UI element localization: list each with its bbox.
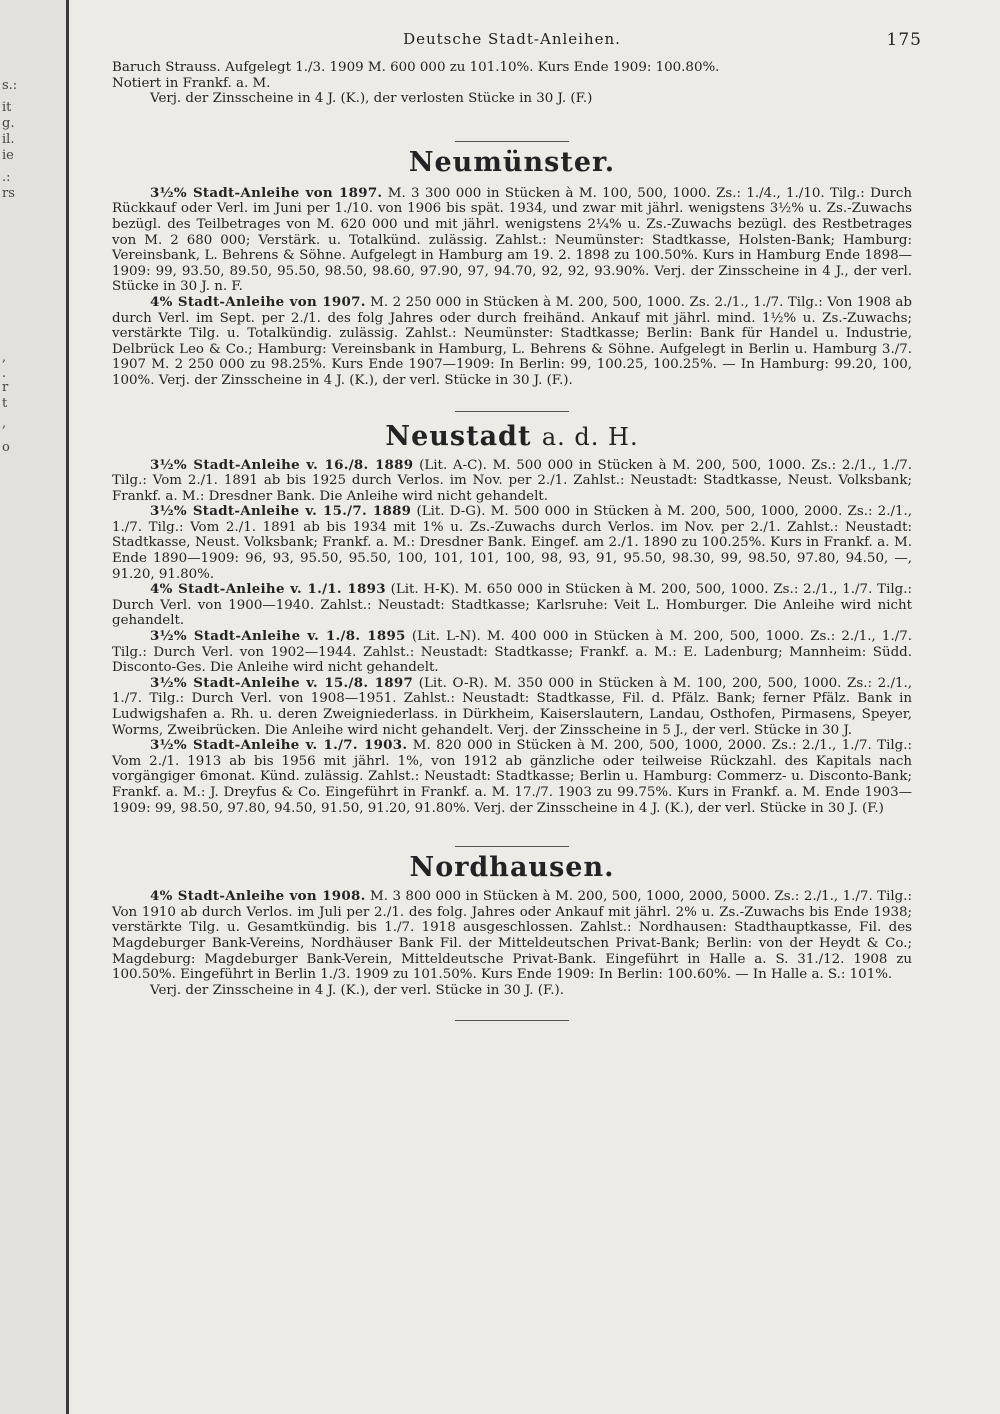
margin-fragment: , (2, 416, 7, 431)
bond-entry (112, 504, 912, 582)
bond-heading: 3½% Stadt-Anleihe v. 1./8. 1895 (150, 628, 406, 645)
section-title-nordhausen: Nordhausen. (409, 852, 615, 884)
margin-fragment: il. (2, 132, 15, 147)
margin-fragment: o (2, 440, 10, 455)
section-title-neustadt: Neustadt a. d. H. (385, 420, 639, 452)
bond-entry (112, 295, 912, 389)
margin-fragment: it (2, 100, 12, 115)
document-page (112, 30, 922, 1021)
bond-entry (112, 983, 912, 999)
margin-fragment: .: (2, 170, 11, 185)
bond-heading: 3½% Stadt-Anleihe v. 15./8. 1897 (150, 674, 414, 691)
margin-fragment: rs (2, 186, 15, 201)
section-body-nordhausen (112, 889, 912, 998)
bond-details: (Lit. L-N). M. 400 000 in Stücken à M. 200, 500, 1000. Zs.: 2./1., 1./7. Tilg.: Durch Verl. von 1902—1944. Zahlst.: Neustadt: Stadtkasse; Frankf. a. M.: E. Ladenburg; Mannheim: Südd. Disconto-Ges. Die Anleihe wird nicht gehandelt. (112, 629, 912, 676)
intro-line: Notiert in Frankf. a. M. (112, 75, 271, 91)
margin-fragment: t (2, 396, 8, 411)
section-divider (455, 846, 569, 847)
margin-fragment: s.: (2, 78, 18, 93)
bond-details: Verj. der Zinsscheine in 4 J. (K.), der verl. Stücke in 30 J. (F.). (150, 982, 564, 998)
bond-heading: 3½% Stadt-Anleihe von 1897. (150, 184, 383, 201)
bond-heading: 3½% Stadt-Anleihe v. 15./7. 1889 (150, 503, 412, 520)
section-body-neustadt (112, 458, 912, 817)
end-divider (455, 1020, 569, 1021)
header-title: Deutsche Stadt-Anleihen. (403, 30, 621, 48)
page-number: 175 (886, 30, 922, 50)
bond-heading: 4% Stadt-Anleihe v. 1./1. 1893 (150, 581, 386, 598)
bond-details: M. 3 300 000 in Stücken à M. 100, 500, 1000. Zs.: 1./4., 1./10. Tilg.: Durch Rückkauf oder Verl. im Juni per 1./10. von 1906 bis spät. 1934, und zwar mit jährl. wenigstens 3½% u. Zs.-Zuwachs bezügl. des Teilbetrages von M. 620 000 und mit jährl. wenigstens 2¼% u. Zs.-Zuwachs bezügl. des Restbetrages von M. 2 680 000; Verstärk. u. Totalkünd. zulässig. Zahlst.: Neumünster: Stadtkasse, Holsten-Bank; Hamburg: Vereinsbank, L. Behrens & Söhne. Aufgelegt in Hamburg am 19. 2. 1898 zu 100.50%. Kurs in Hamburg Ende 1898—1909: 99, 93.50, 89.50, 95.50, 98.50, 98.60, 97.90, 97, 94.70, 92, 92, 93.90%. Verj. der Zinsscheine in 4 J., der verl. Stücke in 30 J. n. F. (112, 185, 912, 295)
section-divider (455, 411, 569, 412)
bond-entry (112, 738, 912, 816)
intro-block (112, 60, 912, 107)
bond-heading: 3½% Stadt-Anleihe v. 16./8. 1889 (150, 456, 414, 473)
bond-heading: 4% Stadt-Anleihe von 1908. (150, 888, 366, 905)
left-margin-strip (0, 0, 69, 1414)
margin-fragment: g. (2, 116, 15, 131)
margin-fragment: r (2, 380, 9, 395)
margin-fragment: , (2, 350, 7, 365)
bond-details: (Lit. A-C). M. 500 000 in Stücken à M. 200, 500, 1000. Zs.: 2./1., 1./7. Tilg.: Vom 2./1. 1891 ab bis 1925 durch Verlos. im Nov. per 2./1. Zahlst.: Neustadt: Stadtkasse, Neust. Volksbank; Frankf. a. M.: Dresdner Bank. Die Anleihe wird nicht gehandelt. (112, 457, 912, 504)
bond-details: (Lit. O-R). M. 350 000 in Stücken à M. 100, 200, 500, 1000. Zs.: 2./1., 1./7. Tilg.: Durch Verl. von 1908—1951. Zahlst.: Neustadt: Stadtkasse, Fil. d. Pfälz. Bank; ferner Pfälz. Bank in Ludwigshafen a. Rh. u. deren Zweigniederlass. in Dürkheim, Kaiserslautern, Landau, Osthofen, Pirmasens, Speyer, Worms, Zweibrücken. Die Anleihe wird nicht gehandelt. Verj. der Zinsscheine in 5 J., der verl. Stücke in 30 J. (112, 675, 912, 738)
bond-entry (112, 458, 912, 505)
bond-details: (Lit. H-K). M. 650 000 in Stücken à M. 200, 500, 1000. Zs.: 2./1., 1./7. Tilg.: Durch Verl. von 1900—1940. Zahlst.: Neustadt: Stadtkasse; Karlsruhe: Veit L. Homburger. Die Anleihe wird nicht gehandelt. (112, 582, 912, 629)
bond-details: M. 3 800 000 in Stücken à M. 200, 500, 1000, 2000, 5000. Zs.: 2./1., 1./7. Tilg.: Von 1910 ab durch Verlos. im Juli per 2./1. des folg. Jahres oder Ankauf mit jährl. 2% u. Zs.-Zuwachs bis Ende 1938; verstärkte Tilg. u. Gesamtkündig. bis 1./7. 1918 ausgeschlossen. Zahlst.: Nordhausen: Stadthauptkasse, Fil. des Magdeburger Bank-Vereins, Nordhäuser Bank Fil. der Mitteldeutschen Privat-Bank; Berlin: von der Heydt & Co.; Magdeburg: Magdeburger Bank-Verein, Mitteldeutsche Privat-Bank. Eingeführt in Halle a. S. 31./12. 1908 zu 100.50%. Eingeführt in Berlin 1./3. 1909 zu 101.50%. Kurs Ende 1909: In Berlin: 100.60%. — In Halle a. S.: 101%. (112, 889, 913, 983)
bond-details: M. 2 250 000 in Stücken à M. 200, 500, 1000. Zs. 2./1., 1./7. Tilg.: Von 1908 ab durch Verl. im Sept. per 2./1. des folg Jahres oder durch freihänd. Ankauf mit jährl. mind. 1½% u. Zs.-Zuwachs; verstärkte Tilg. u. Totalkündig. zulässig. Zahlst.: Neumünster: Stadtkasse; Berlin: Bank für Handel u. Industrie, Delbrück Leo & Co.; Hamburg: Vereinsbank in Hamburg, L. Behrens & Söhne. Aufgelegt in Berlin u. Hamburg 3./7. 1907 M. 2 250 000 zu 98.25%. Kurs Ende 1907—1909: In Berlin: 99, 100.25, 100.25%. — In Hamburg: 99.20, 100, 100%. Verj. der Zinsscheine in 4 J. (K.), der verl. Stücke in 30 J. (F.). (112, 294, 912, 388)
bond-entry (112, 889, 912, 983)
bond-details: (Lit. D-G). M. 500 000 in Stücken à M. 200, 500, 1000, 2000. Zs.: 2./1., 1./7. Tilg.: Vom 2./1. 1891 ab bis 1934 mit 1% u. Zs.-Zuwachs durch Verlos. im Nov. per 2./1. Zahlst.: Neustadt: Stadtkasse, Neust. Volksbank; Frankf. a. M.: Dresdner Bank. Eingef. am 2./1. 1890 zu 100.25%. Kurs in Frankf. a. M. Ende 1890—1909: 96, 93, 95.50, 95.50, 100, 101, 101, 100, 98, 93, 91, 95.50, 98.30, 99, 98.50, 97.80, 94.50, —, 91.20, 91.80%. (112, 504, 913, 582)
margin-fragment: . (2, 366, 7, 381)
margin-fragment: ie (2, 148, 14, 163)
running-header (112, 30, 922, 60)
intro-line: Baruch Strauss. Aufgelegt 1./3. 1909 M. 600 000 zu 101.10%. Kurs Ende 1909: 100.80%. (112, 60, 720, 75)
bond-entry (112, 582, 912, 629)
bond-entry (112, 186, 912, 295)
section-divider (455, 141, 569, 142)
section-title-neumuenster: Neumünster. (408, 146, 616, 178)
bond-details: M. 820 000 in Stücken à M. 200, 500, 1000, 2000. Zs.: 2./1., 1./7. Tilg.: Vom 2./1. 1913 ab bis 1956 mit jährl. 1%, von 1912 ab gänzliche oder teilweise Rückzahl. des Kapitals nach vorgängiger 6monat. Künd. zulässig. Zahlst.: Neustadt: Stadtkasse; Berlin u. Hamburg: Commerz- u. Disconto-Bank; Frankf. a. M.: J. Dreyfus & Co. Eingeführt in Frankf. a. M. 17./7. 1903 zu 99.75%. Kurs in Frankf. a. M. Ende 1903—1909: 99, 98.50, 97.80, 94.50, 91.50, 91.20, 91.80%. Verj. der Zinsscheine in 4 J. (K.), der verl. Stücke in 30 J. (F.) (112, 738, 912, 816)
section-body-neumuenster (112, 186, 912, 389)
bond-entry (112, 676, 912, 738)
bond-heading: 3½% Stadt-Anleihe v. 1./7. 1903. (150, 737, 408, 754)
bond-entry (112, 629, 912, 676)
intro-line: Verj. der Zinsscheine in 4 J. (K.), der verlosten Stücke in 30 J. (F.) (150, 91, 593, 107)
bond-heading: 4% Stadt-Anleihe von 1907. (150, 293, 366, 310)
